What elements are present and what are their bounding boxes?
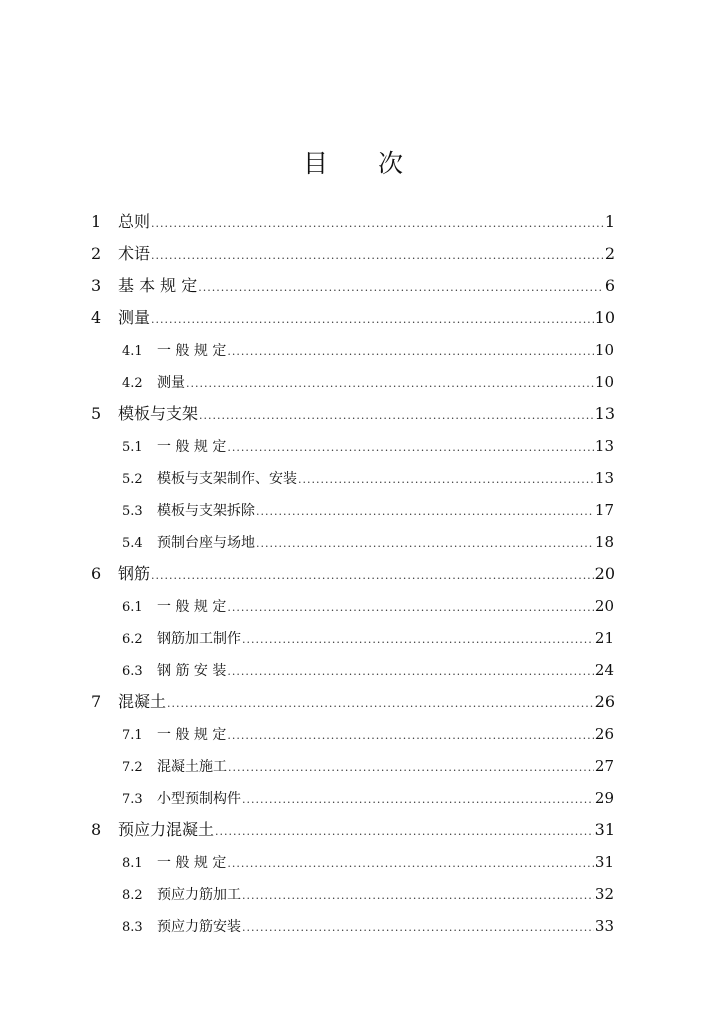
- entry-label: 模板与支架拆除: [157, 503, 255, 519]
- entry-label: 钢筋加工制作: [157, 631, 241, 647]
- leader-dots: [198, 272, 604, 304]
- toc-entry-5-1[interactable]: [122, 430, 614, 462]
- leader-dots: [151, 240, 604, 272]
- entry-label: 一 般 规 定: [157, 439, 227, 455]
- leader-dots: [242, 912, 594, 944]
- entry-number: 6: [91, 564, 102, 583]
- toc-entry-6-1[interactable]: [122, 590, 614, 622]
- entry-label: 测量: [157, 375, 185, 391]
- entry-page: 26: [594, 692, 615, 711]
- entry-page: 13: [594, 469, 614, 487]
- title-char-1: 目: [302, 149, 328, 178]
- entry-number: 8.1: [122, 856, 143, 871]
- toc-entry-8[interactable]: [91, 814, 615, 846]
- entry-label: 钢筋: [118, 564, 151, 583]
- leader-dots: [242, 784, 594, 816]
- leader-dots: [242, 624, 594, 656]
- leader-dots: [298, 464, 594, 496]
- leader-dots: [256, 496, 594, 528]
- toc-entry-5-2[interactable]: [122, 462, 614, 494]
- entry-page: 21: [594, 629, 614, 647]
- entry-label: 模板与支架: [118, 404, 199, 423]
- entry-number: 4.2: [122, 376, 143, 391]
- entry-number: 5: [91, 404, 102, 423]
- entry-label: 预应力筋加工: [157, 887, 241, 903]
- entry-page: 24: [594, 661, 614, 679]
- leader-dots: [151, 208, 604, 240]
- entry-label: 基 本 规 定: [118, 276, 198, 295]
- entry-page: 10: [594, 373, 614, 391]
- toc-entry-7-3[interactable]: [122, 782, 614, 814]
- entry-page: 33: [594, 917, 614, 935]
- entry-number: 7.1: [122, 728, 143, 743]
- toc-entry-1[interactable]: [91, 206, 615, 238]
- entry-number: 5.2: [122, 472, 143, 487]
- entry-label: 一 般 规 定: [157, 599, 227, 615]
- entry-label: 一 般 规 定: [157, 727, 227, 743]
- toc-entry-5-3[interactable]: [122, 494, 614, 526]
- toc-entry-7[interactable]: [91, 686, 615, 718]
- toc-entry-8-3[interactable]: [122, 910, 614, 942]
- leader-dots: [151, 560, 594, 592]
- entry-page: 20: [594, 564, 615, 583]
- entry-page: 10: [594, 308, 615, 327]
- entry-number: 6.3: [122, 664, 143, 679]
- entry-number: 7.3: [122, 792, 143, 807]
- leader-dots: [167, 688, 594, 720]
- entry-number: 8: [91, 820, 102, 839]
- entry-number: 3: [91, 276, 102, 295]
- entry-page: 27: [594, 757, 614, 775]
- entry-number: 5.1: [122, 440, 143, 455]
- entry-label: 术语: [118, 244, 151, 263]
- entry-number: 8.3: [122, 920, 143, 935]
- entry-label: 模板与支架制作、安装: [157, 471, 297, 487]
- entry-number: 5.3: [122, 504, 143, 519]
- entry-number: 8.2: [122, 888, 143, 903]
- entry-page: 13: [594, 404, 615, 423]
- toc-entry-8-2[interactable]: [122, 878, 614, 910]
- entry-number: 1: [91, 212, 102, 231]
- entry-page: 32: [594, 885, 614, 903]
- entry-label: 混凝土: [118, 692, 167, 711]
- toc-entry-6-2[interactable]: [122, 622, 614, 654]
- entry-page: 20: [594, 597, 614, 615]
- leader-dots: [199, 400, 594, 432]
- entry-page: 31: [594, 853, 614, 871]
- toc-entry-4-1[interactable]: [122, 334, 614, 366]
- toc-entry-6-3[interactable]: [122, 654, 614, 686]
- entry-label: 钢 筋 安 装: [157, 663, 227, 679]
- leader-dots: [227, 336, 594, 368]
- entry-number: 6.1: [122, 600, 143, 615]
- entry-number: 7: [91, 692, 102, 711]
- entry-page: 6: [604, 276, 615, 295]
- leader-dots: [227, 720, 594, 752]
- entry-page: 10: [594, 341, 614, 359]
- entry-label: 小型预制构件: [157, 791, 241, 807]
- entry-page: 26: [594, 725, 614, 743]
- toc-entry-5[interactable]: [91, 398, 615, 430]
- entry-page: 17: [594, 501, 614, 519]
- leader-dots: [215, 816, 594, 848]
- entry-number: 7.2: [122, 760, 143, 775]
- entry-number: 6.2: [122, 632, 143, 647]
- entry-number: 2: [91, 244, 102, 263]
- entry-page: 29: [594, 789, 614, 807]
- leader-dots: [227, 848, 594, 880]
- entry-label: 一 般 规 定: [157, 343, 227, 359]
- entry-label: 一 般 规 定: [157, 855, 227, 871]
- page-title: [0, 144, 706, 180]
- leader-dots: [228, 752, 594, 784]
- toc-entry-6[interactable]: [91, 558, 615, 590]
- toc-entry-3[interactable]: [91, 270, 615, 302]
- title-char-2: 次: [378, 149, 404, 178]
- toc-entry-7-1[interactable]: [122, 718, 614, 750]
- toc-entry-7-2[interactable]: [122, 750, 614, 782]
- leader-dots: [227, 656, 594, 688]
- entry-page: 13: [594, 437, 614, 455]
- entry-page: 2: [604, 244, 615, 263]
- entry-label: 预应力混凝土: [118, 820, 215, 839]
- leader-dots: [227, 432, 594, 464]
- toc-entry-4[interactable]: [91, 302, 615, 334]
- leader-dots: [151, 304, 594, 336]
- entry-label: 测量: [118, 308, 151, 327]
- entry-label: 总则: [118, 212, 151, 231]
- toc-entry-4-2[interactable]: [122, 366, 614, 398]
- entry-number: 5.4: [122, 536, 143, 551]
- toc-entry-2[interactable]: [91, 238, 615, 270]
- leader-dots: [256, 528, 594, 560]
- toc-entry-8-1[interactable]: [122, 846, 614, 878]
- entry-page: 18: [594, 533, 614, 551]
- leader-dots: [227, 592, 594, 624]
- entry-label: 混凝土施工: [157, 759, 227, 775]
- entry-number: 4: [91, 308, 102, 327]
- entry-label: 预制台座与场地: [157, 535, 255, 551]
- leader-dots: [242, 880, 594, 912]
- entry-label: 预应力筋安装: [157, 919, 241, 935]
- entry-page: 1: [604, 212, 615, 231]
- toc-entry-5-4[interactable]: [122, 526, 614, 558]
- entry-number: 4.1: [122, 344, 143, 359]
- leader-dots: [186, 368, 594, 400]
- entry-page: 31: [594, 820, 615, 839]
